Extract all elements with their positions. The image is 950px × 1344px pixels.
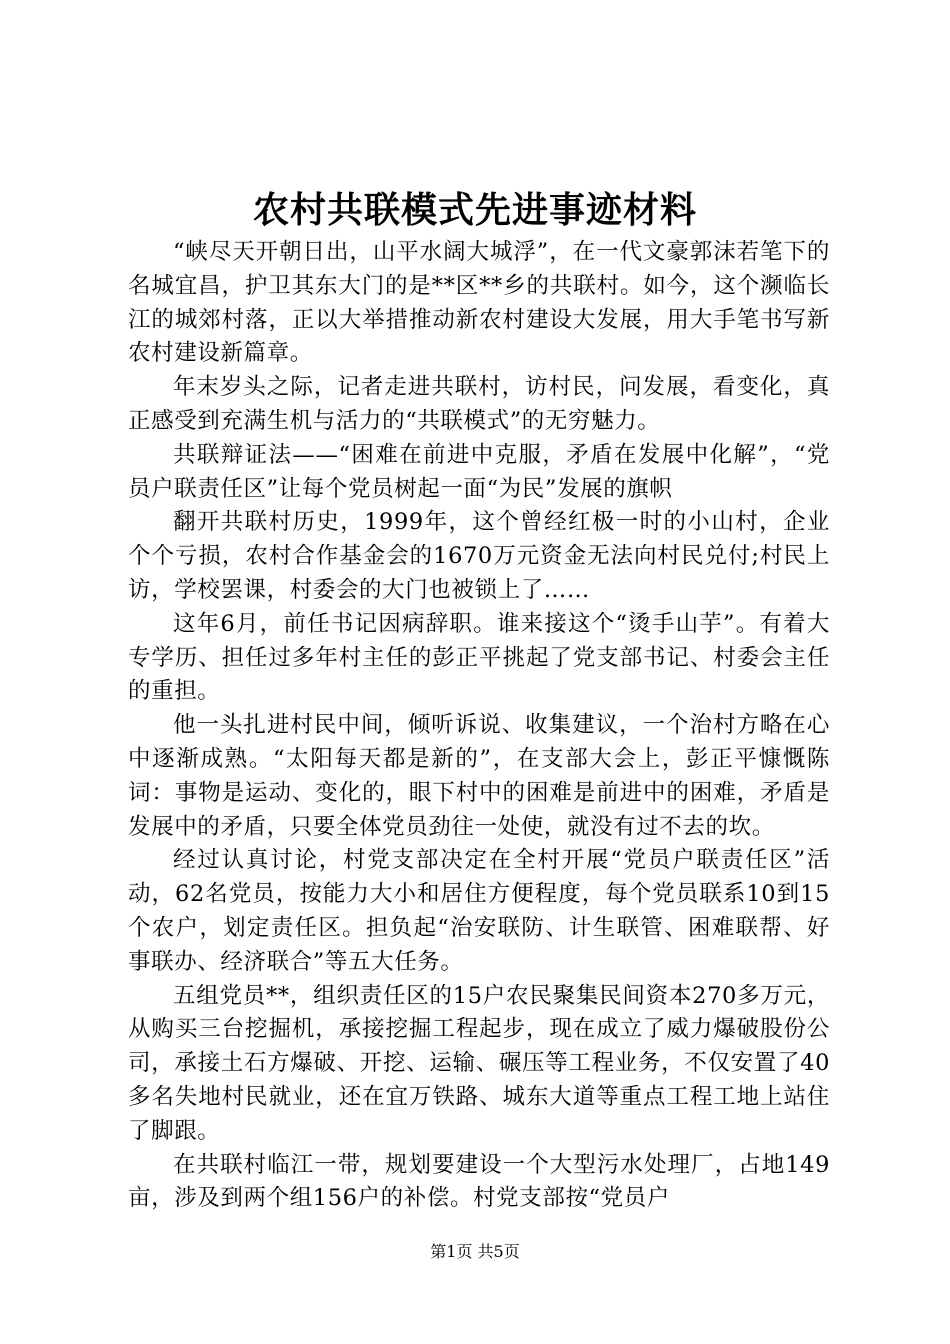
paragraph: 经过认真讨论，村党支部决定在全村开展“党员户联责任区”活动，62名党员，按能力大小和居住方便程度，每个党员联系10到15个农户，划定责任区。担负起“治安联防、计生联管、困难联帮、好事联办、经济联合”等五大任务。 [128,847,830,975]
paragraph: 他一头扎进村民中间，倾听诉说、收集建议，一个治村方略在心中逐渐成熟。“太阳每天都是新的”，在支部大会上，彭正平慷慨陈词：事物是运动、变化的，眼下村中的困难是前进中的困难，矛盾是发展中的矛盾，只要全体党员劲往一处使，就没有过不去的坎。 [128,712,830,840]
paragraph: 年末岁头之际，记者走进共联村，访村民，问发展，看变化，真正感受到充满生机与活力的“共联模式”的无穷魅力。 [128,374,830,434]
paragraph: 翻开共联村历史，1999年，这个曾经红极一时的小山村，企业个个亏损，农村合作基金会的1670万元资金无法向村民兑付;村民上访，学校罢课，村委会的大门也被锁上了…… [128,509,830,603]
page-footer: 第1页 共5页 [430,1242,520,1261]
document-body [128,236,830,1216]
paragraph: “峡尽天开朝日出，山平水阔大城浮”，在一代文豪郭沫若笔下的名城宜昌，护卫其东大门的是**区**乡的共联村。如今，这个濒临长江的城郊村落，正以大举措推动新农村建设大发展，用大手笔书写新农村建设新篇章。 [128,239,830,367]
paragraph: 五组党员**，组织责任区的15户农民聚集民间资本270多万元，从购买三台挖掘机，承接挖掘工程起步，现在成立了威力爆破股份公司，承接土石方爆破、开挖、运输、碾压等工程业务，不仅安置了40多名失地村民就业，还在宜万铁路、城东大道等重点工程工地上站住了脚跟。 [128,982,830,1144]
document-title: 农村共联模式先进事迹材料 [252,189,697,231]
paragraph: 这年6月，前任书记因病辞职。谁来接这个“烫手山芋”。有着大专学历、担任过多年村主任的彭正平挑起了党支部书记、村委会主任的重担。 [128,610,830,705]
paragraph: 共联辩证法——“困难在前进中克服，矛盾在发展中化解”，“党员户联责任区”让每个党员树起一面“为民”发展的旗帜 [128,441,830,502]
paragraph: 在共联村临江一带，规划要建设一个大型污水处理厂，占地149亩，涉及到两个组156户的补偿。村党支部按“党员户 [128,1151,830,1212]
